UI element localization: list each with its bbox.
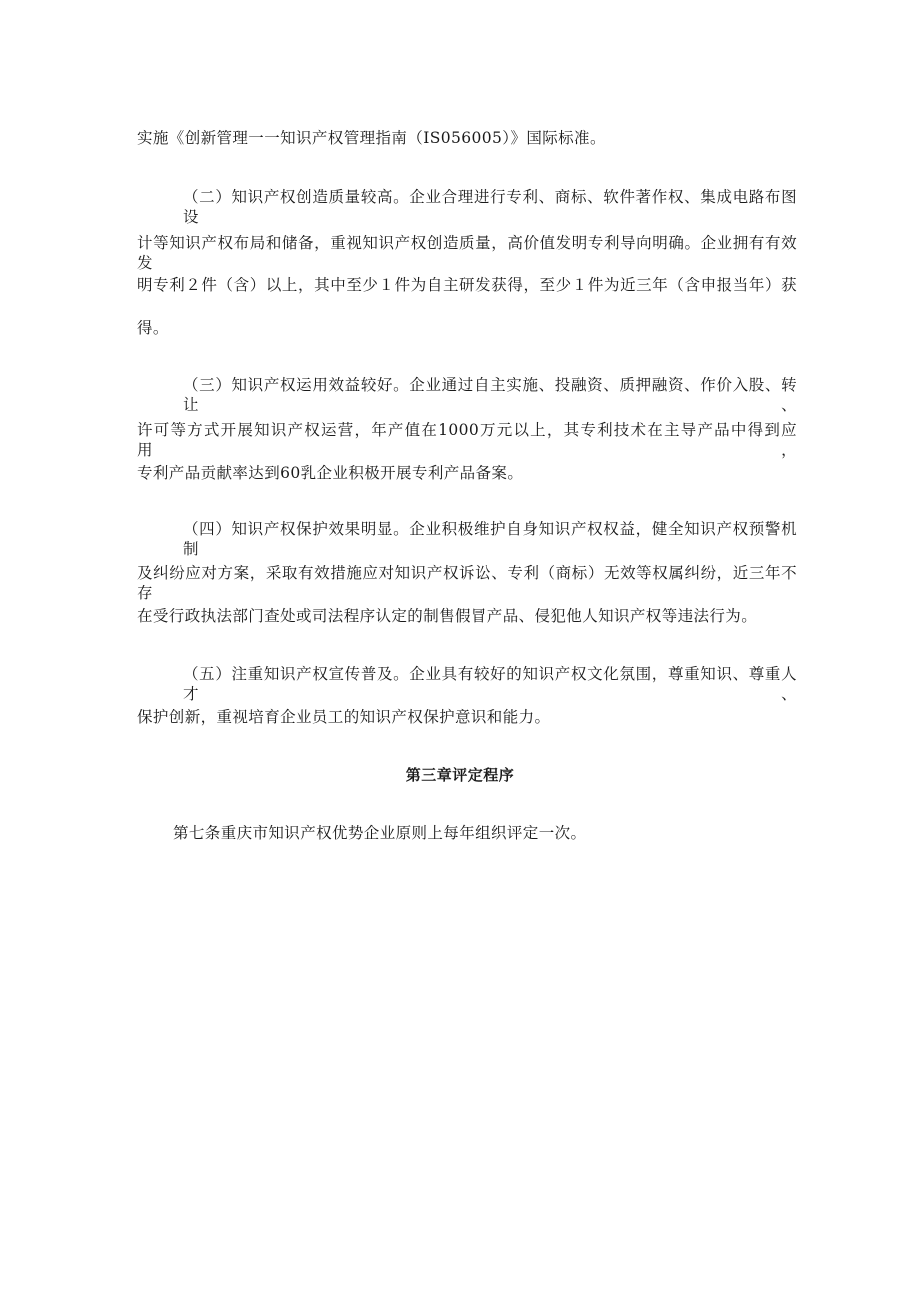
paragraph-line: （五）注重知识产权宣传普及。企业具有较好的知识产权文化氛围，尊重知识、尊重人才、 bbox=[183, 665, 797, 703]
article-7-paragraph: 第七条重庆市知识产权优势企业原则上每年组织评定一次。 bbox=[173, 824, 587, 842]
paragraph-line: （二）知识产权创造质量较高。企业合理进行专利、商标、软件著作权、集成电路布图设 bbox=[183, 188, 797, 226]
paragraph-line: 在受行政执法部门查处或司法程序认定的制售假冒产品、侵犯他人知识产权等违法行为。 bbox=[137, 607, 758, 625]
paragraph-line: （四）知识产权保护效果明显。企业积极维护自身知识产权权益，健全知识产权预警机制 bbox=[183, 520, 797, 558]
paragraph-line: 及纠纷应对方案，采取有效措施应对知识产权诉讼、专利（商标）无效等权属纠纷，近三年不存 bbox=[137, 564, 797, 602]
paragraph-line: 许可等方式开展知识产权运营，年产值在1000万元以上，其专利技术在主导产品中得到应用， bbox=[137, 421, 797, 459]
paragraph-line: 计等知识产权布局和储备，重视知识产权创造质量，高价值发明专利导向明确。企业拥有有效发 bbox=[137, 234, 797, 272]
intro-paragraph-line: 实施《创新管理一一知识产权管理指南（IS056005）》国际标准。 bbox=[137, 129, 606, 147]
chapter-heading: 第三章评定程序 bbox=[405, 766, 515, 784]
paragraph-line: 得。 bbox=[137, 319, 169, 337]
paragraph-line: 明专利２件（含）以上，其中至少１件为自主研发获得，至少１件为近三年（含申报当年）获 bbox=[137, 276, 797, 294]
paragraph-line: 专利产品贡献率达到60乳企业积极开展专利产品备案。 bbox=[137, 464, 524, 482]
paragraph-line: 保护创新，重视培育企业员工的知识产权保护意识和能力。 bbox=[137, 708, 551, 726]
paragraph-line: （三）知识产权运用效益较好。企业通过自主实施、投融资、质押融资、作价入股、转让、 bbox=[183, 376, 797, 414]
